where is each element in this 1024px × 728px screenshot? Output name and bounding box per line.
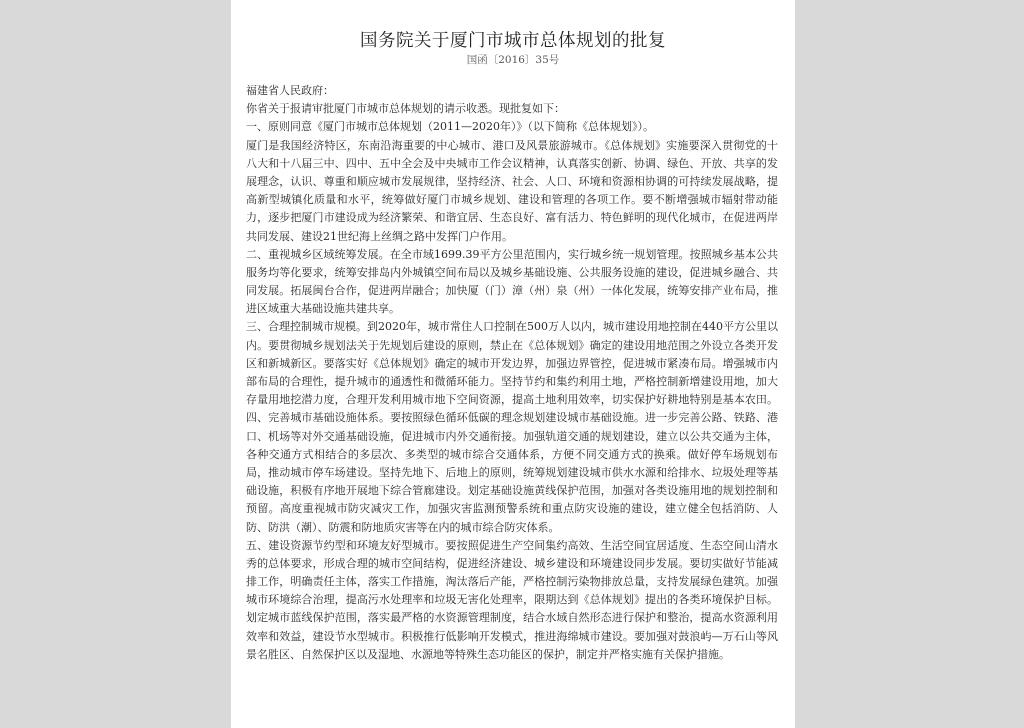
body-text-line: 一、原则同意《厦门市城市总体规划（2011—2020年）》（以下简称《总体规划》）。 bbox=[246, 120, 654, 134]
body-text-line: 高新型城镇化质量和水平，统筹做好厦门市城乡规划、建设和管理的各项工作。要不断增强城市辐射带动能 bbox=[246, 193, 778, 207]
body-text-line: 城市环境综合治理，提高污水处理率和垃圾无害化处理率，限期达到《总体规划》提出的各类环境保护目标。 bbox=[246, 593, 778, 607]
body-text-line: 进区域重大基础设施共建共享。 bbox=[246, 302, 400, 316]
body-text-line: 口、机场等对外交通基础设施，促进城市内外交通衔接。加强轨道交通的规划建设，建立以公共交通为主体， bbox=[246, 429, 778, 443]
body-text-line: 服务均等化要求，统筹安排岛内外城镇空间布局以及城乡基础设施、公共服务设施的建设，促进城乡融合、共 bbox=[246, 265, 778, 279]
body-text-line: 五、建设资源节约型和环境友好型城市。要按照促进生产空间集约高效、生活空间宜居适度、生态空间山清水 bbox=[246, 538, 778, 552]
body-text-line: 部布局的合理性，提升城市的通透性和微循环能力。坚持节约和集约利用土地，严格控制新增建设用地，加大 bbox=[246, 375, 778, 388]
body-text-line: 预留。高度重视城市防灾减灾工作，加强灾害监测预警系统和重点防灾设施的建设，建立健全包括消防、人 bbox=[246, 502, 778, 516]
body-text-line: 础设施，积极有序地开展地下综合管廊建设。划定基础设施黄线保护范围，加强对各类设施用地的规划控制和 bbox=[246, 484, 778, 498]
body-text-line: 二、重视城乡区域统筹发展。在全市域1699.39平方公里范围内，实行城乡统一规划管理。按照城乡基本公共 bbox=[246, 247, 778, 261]
document-body bbox=[246, 82, 778, 664]
document-title: 国务院关于厦门市城市总体规划的批复 bbox=[360, 31, 666, 51]
body-text-line: 效率和效益，建设节水型城市。积极推行低影响开发模式，推进海绵城市建设。要加强对鼓浪屿—万石山等风 bbox=[246, 629, 778, 643]
body-text-line: 四、完善城市基础设施体系。要按照绿色循环低碳的理念规划建设城市基础设施。进一步完善公路、铁路、港 bbox=[246, 411, 778, 425]
body-text-line: 排工作，明确责任主体，落实工作措施，淘汰落后产能，严格控制污染物排放总量，支持发展绿色建筑。加强 bbox=[246, 575, 778, 589]
body-text-line: 力，逐步把厦门市建设成为经济繁荣、和谐宜居、生态良好、富有活力、特色鲜明的现代化城市，在促进两岸 bbox=[246, 211, 778, 225]
body-text-line: 各种交通方式相结合的多层次、多类型的城市综合交通体系，方便不同交通方式的换乘。做好停车场规划布 bbox=[246, 447, 778, 461]
body-text-line: 区和新城新区。要落实好《总体规划》确定的城市开发边界，加强边界管控，促进城市紧凑布局。增强城市内 bbox=[246, 356, 778, 370]
body-text-line: 你省关于报请审批厦门市城市总体规划的请示收悉。现批复如下： bbox=[246, 102, 565, 116]
document-page bbox=[231, 0, 795, 728]
body-text-line: 划定城市蓝线保护范围，落实最严格的水资源管理制度，结合水域自然形态进行保护和整治，提高水资源利用 bbox=[246, 611, 778, 625]
body-text-line: 存量用地挖潜力度，合理开发利用城市地下空间资源，提高土地利用效率，切实保护好耕地特别是基本农田。 bbox=[246, 393, 778, 407]
document-number: 国函〔2016〕35号 bbox=[466, 54, 560, 66]
body-text-line: 景名胜区、自然保护区以及湿地、水源地等特殊生态功能区的保护，制定并严格实施有关保护措施。 bbox=[246, 647, 730, 661]
body-text-line: 三、合理控制城市规模。到2020年，城市常住人口控制在500万人以内，城市建设用地控制在440平方公里以 bbox=[246, 320, 778, 334]
body-text-line: 秀的总体要求，形成合理的城市空间结构，促进经济建设、城乡建设和环境建设同步发展。要切实做好节能减 bbox=[246, 556, 778, 570]
body-text-line: 防、防洪（潮）、防震和防地质灾害等在内的城市综合防灾体系。 bbox=[246, 520, 560, 534]
body-text-line: 共同发展、建设21世纪海上丝绸之路中发挥门户作用。 bbox=[246, 229, 513, 243]
body-text-line: 内。要贯彻城乡规划法关于先规划后建设的原则，禁止在《总体规划》确定的建设用地范围之外设立各类开发 bbox=[246, 338, 778, 352]
body-text-line: 福建省人民政府： bbox=[246, 84, 334, 97]
body-text-line: 同发展。拓展闽台合作，促进两岸融合；加快厦（门）漳（州）泉（州）一体化发展，统筹安排产业布局，推 bbox=[246, 284, 778, 298]
body-text-line: 展理念，认识、尊重和顺应城市发展规律，坚持经济、社会、人口、环境和资源相协调的可持续发展战略，提 bbox=[246, 174, 778, 188]
body-text-line: 厦门是我国经济特区，东南沿海重要的中心城市、港口及风景旅游城市。《总体规划》实施要深入贯彻党的十 bbox=[246, 138, 778, 152]
body-text-line: 局，推动城市停车场建设。坚持先地下、后地上的原则，统筹规划建设城市供水水源和给排水、垃圾处理等基 bbox=[246, 465, 778, 479]
body-text-line: 八大和十八届三中、四中、五中全会及中央城市工作会议精神，认真落实创新、协调、绿色、开放、共享的发 bbox=[246, 156, 778, 170]
